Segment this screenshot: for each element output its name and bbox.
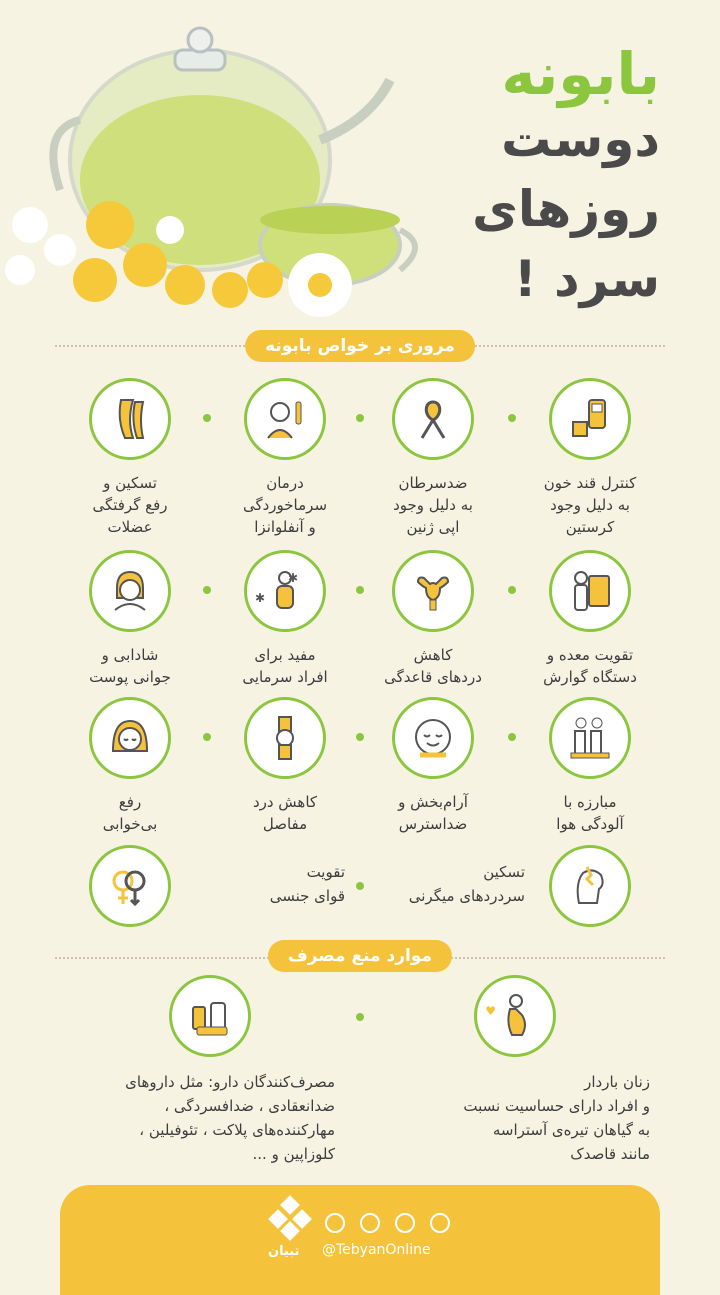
separator-dot	[356, 1013, 364, 1021]
benefit-text: ضدسرطان به دلیل وجود اپی ژنین	[393, 474, 473, 536]
benefit-text: تقویت معده و دستگاه گوارش	[543, 646, 637, 686]
sleeping-face-icon	[89, 697, 171, 779]
tebyan-logo-icon	[265, 1196, 315, 1242]
calm-face-icon	[392, 697, 474, 779]
benefit-item	[358, 697, 508, 835]
benefit-item	[515, 697, 665, 835]
separator-dot	[508, 414, 516, 422]
benefit-item	[210, 697, 360, 835]
cold-person-icon	[244, 550, 326, 632]
benefit-item	[358, 378, 508, 538]
benefit-item	[515, 550, 665, 688]
separator-dot	[203, 414, 211, 422]
benefit-item	[515, 378, 665, 538]
digestive-system-icon	[549, 550, 631, 632]
factory-pollution-icon	[549, 697, 631, 779]
separator-dot	[203, 586, 211, 594]
svg-text:✱: ✱	[287, 571, 298, 585]
uterus-icon	[392, 550, 474, 632]
twitter-icon[interactable]	[395, 1213, 415, 1233]
benefit-item	[55, 378, 205, 538]
svg-text:✱: ✱	[254, 591, 265, 605]
benefit-item	[210, 550, 360, 688]
separator-dot	[356, 586, 364, 594]
contraindication-text: زنان باردار و افراد دارای حساسیت نسبت به گیاهان تیره‌ی آستراسه مانند قاصدک	[463, 1073, 650, 1163]
benefit-item	[55, 845, 205, 927]
benefit-item	[55, 550, 205, 688]
benefit-text: شادابی و جوانی پوست	[89, 646, 171, 686]
instagram-icon[interactable]	[360, 1213, 380, 1233]
section-title-contraindications: موارد منع مصرف	[268, 940, 452, 972]
separator-dot	[356, 733, 364, 741]
benefit-text: تسکین و رفع گرفتگی عضلات	[92, 474, 168, 536]
benefit-text: مبارزه با آلودگی هوا	[556, 793, 624, 833]
glucometer-icon	[549, 378, 631, 460]
aparat-icon[interactable]	[430, 1213, 450, 1233]
footer-band	[60, 1185, 660, 1295]
benefit-item	[55, 697, 205, 835]
knee-joint-icon	[244, 697, 326, 779]
benefit-text: کنترل قند خون به دلیل وجود کرستین	[543, 474, 637, 536]
section-title-benefits: مروری بر خواص بابونه	[245, 330, 475, 362]
telegram-icon[interactable]	[325, 1213, 345, 1233]
title-line-3: سرد !	[513, 250, 660, 308]
cancer-ribbon-icon	[392, 378, 474, 460]
separator-dot	[356, 882, 364, 890]
contraindication-item	[135, 975, 285, 1057]
pregnant-woman-icon	[474, 975, 556, 1057]
footer-brand: تبیان	[268, 1244, 300, 1259]
teapot-illustration	[0, 10, 440, 310]
svg-text:♥: ♥	[485, 1004, 496, 1018]
leg-muscle-icon	[89, 378, 171, 460]
title-main: بابونه	[501, 40, 660, 108]
title-line-1: دوست	[501, 110, 660, 168]
title-line-2: روزهای	[472, 180, 660, 238]
benefit-item	[358, 550, 508, 688]
contraindication-item	[440, 975, 590, 1057]
benefit-text: کاهش دردهای قاعدگی	[384, 646, 482, 686]
separator-dot	[203, 733, 211, 741]
gender-symbols-icon	[89, 845, 171, 927]
benefit-text: تقویت قوای جنسی	[269, 863, 345, 905]
benefit-text: کاهش درد مفاصل	[252, 793, 318, 833]
sick-person-icon	[244, 378, 326, 460]
benefit-item	[210, 378, 360, 538]
footer-handle[interactable]: @TebyanOnline	[322, 1242, 431, 1258]
benefit-text: آرام‌بخش و ضداسترس	[398, 793, 468, 833]
benefit-text: مفید برای افراد سرمایی	[242, 646, 328, 686]
separator-dot	[508, 733, 516, 741]
benefit-item	[515, 845, 665, 927]
benefit-text: رفع بی‌خوابی	[102, 793, 158, 833]
separator-dot	[356, 414, 364, 422]
migraine-head-icon	[549, 845, 631, 927]
face-skin-icon	[89, 550, 171, 632]
hero-section	[0, 0, 720, 320]
benefit-text: تسکین سردردهای میگرنی	[408, 863, 525, 905]
separator-dot	[508, 586, 516, 594]
medicine-icon	[169, 975, 251, 1057]
contraindication-text: مصرف‌کنندگان دارو: مثل داروهای ضدانعقادی ، ضدافسردگی ، مهارکننده‌های پلاکت ، تئوفیلین ، کلوزاپین و ...	[125, 1073, 335, 1163]
benefit-text: درمان سرماخوردگی و آنفلوانزا	[242, 474, 328, 536]
